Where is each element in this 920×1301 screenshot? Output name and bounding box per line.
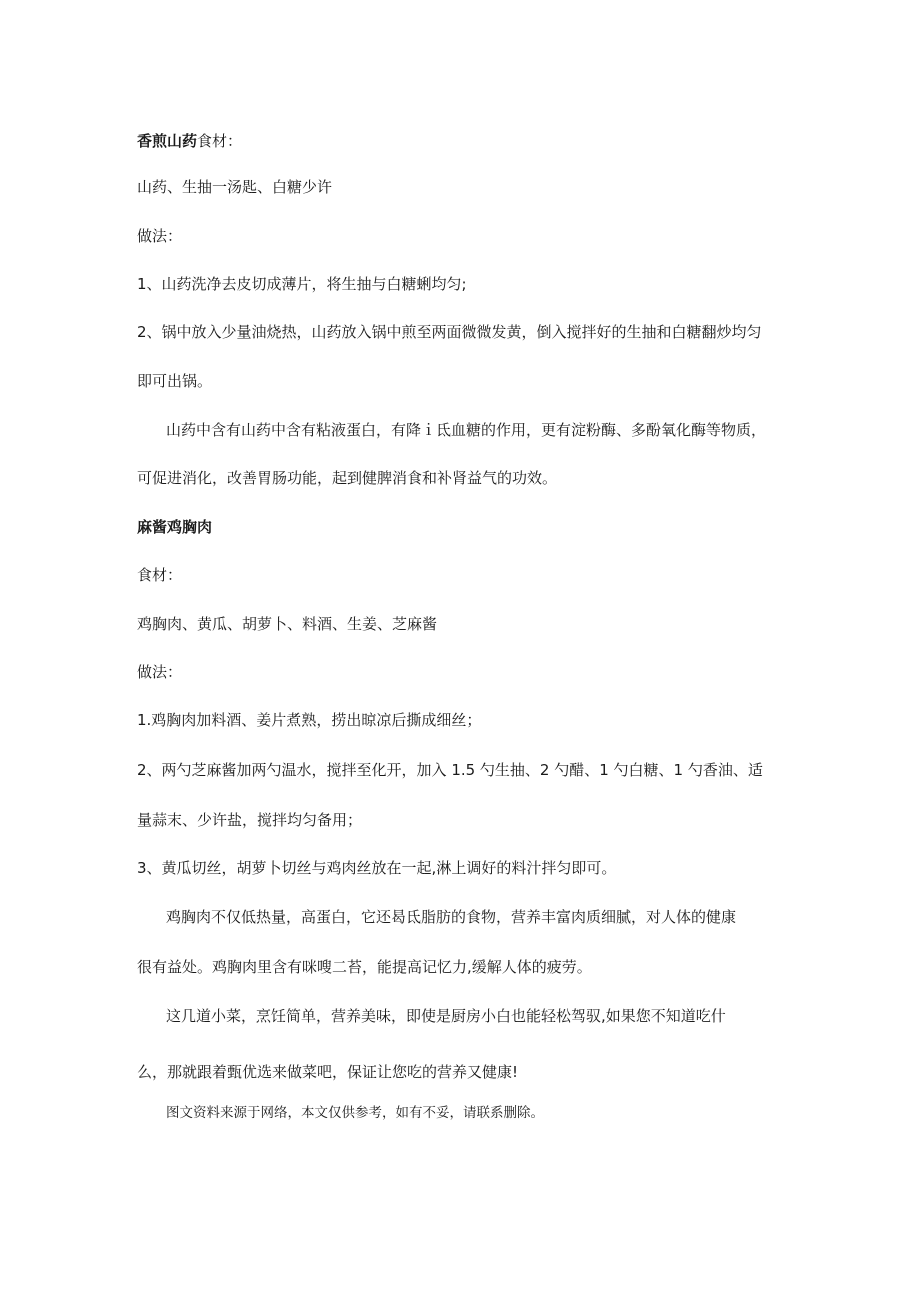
recipe1-step2-line2: 即可出锅。	[137, 372, 213, 390]
closing-line1: 这几道小菜，烹饪简单，营养美味，即使是厨房小白也能轻松驾驭,如果您不知道吃什	[166, 1007, 726, 1025]
recipe1-ingredients: 山药、生抽一汤匙、白糖少许	[137, 178, 333, 196]
recipe2-ingredients: 鸡胸肉、黄瓜、胡萝卜、料酒、生姜、芝麻酱	[137, 615, 438, 633]
recipe2-note-line1: 鸡胸肉不仅低热量，高蛋白，它还曷氐脂肪的食物，营养丰富肉质细腻，对人体的健康	[166, 908, 737, 926]
recipe2-ingredients-label: 食材：	[137, 566, 183, 584]
recipe1-title-bold: 香煎山药	[137, 132, 198, 150]
recipe2-step1: 1.鸡胸肉加料酒、姜片煮熟，捞出晾凉后撕成细丝；	[137, 711, 482, 729]
recipe2-step3: 3、黄瓜切丝，胡萝卜切丝与鸡肉丝放在一起,淋上调好的料汁拌匀即可。	[137, 859, 617, 877]
disclaimer: 图文资料来源于网络，本文仅供参考，如有不妥，请联系删除。	[166, 1105, 544, 1121]
recipe1-method-label: 做法：	[137, 227, 183, 245]
recipe1-step2-line1: 2、锅中放入少量油烧热，山药放入锅中煎至两面微微发黄，倒入搅拌好的生抽和白糖翻炒均匀	[137, 323, 762, 341]
recipe2-title: 麻酱鸡胸肉	[137, 518, 213, 536]
recipe1-note-line1: 山药中含有山药中含有粘液蛋白，有降ｉ氐血糖的作用，更有淀粉酶、多酚氧化酶等物质，	[166, 421, 767, 439]
recipe1-title-rest: 食材：	[197, 132, 243, 150]
recipe1-step1: 1、山药洗净去皮切成薄片，将生抽与白糖蜊均匀;	[137, 275, 467, 293]
recipe2-note-line2: 很有益处。鸡胸肉里含有咪嗖二苔，能提高记忆力,缓解人体的疲劳。	[137, 958, 592, 976]
recipe2-step2-line1: 2、两勺芝麻酱加两勺温水，搅拌至化开，加入 1.5 勺生抽、2 勺醋、1 勺白糖、1 勺香油、适	[137, 761, 763, 779]
recipe2-method-label: 做法：	[137, 663, 183, 681]
recipe1-title	[137, 131, 242, 151]
recipe2-step2-line2: 量蒜末、少许盐，搅拌均匀备用；	[137, 811, 363, 829]
recipe1-note-line2: 可促进消化，改善胃肠功能，起到健脾消食和补肾益气的功效。	[137, 469, 558, 487]
closing-line2: 么，那就跟着甄优选来做菜吧，保证让您吃的营养又健康!	[137, 1063, 519, 1081]
